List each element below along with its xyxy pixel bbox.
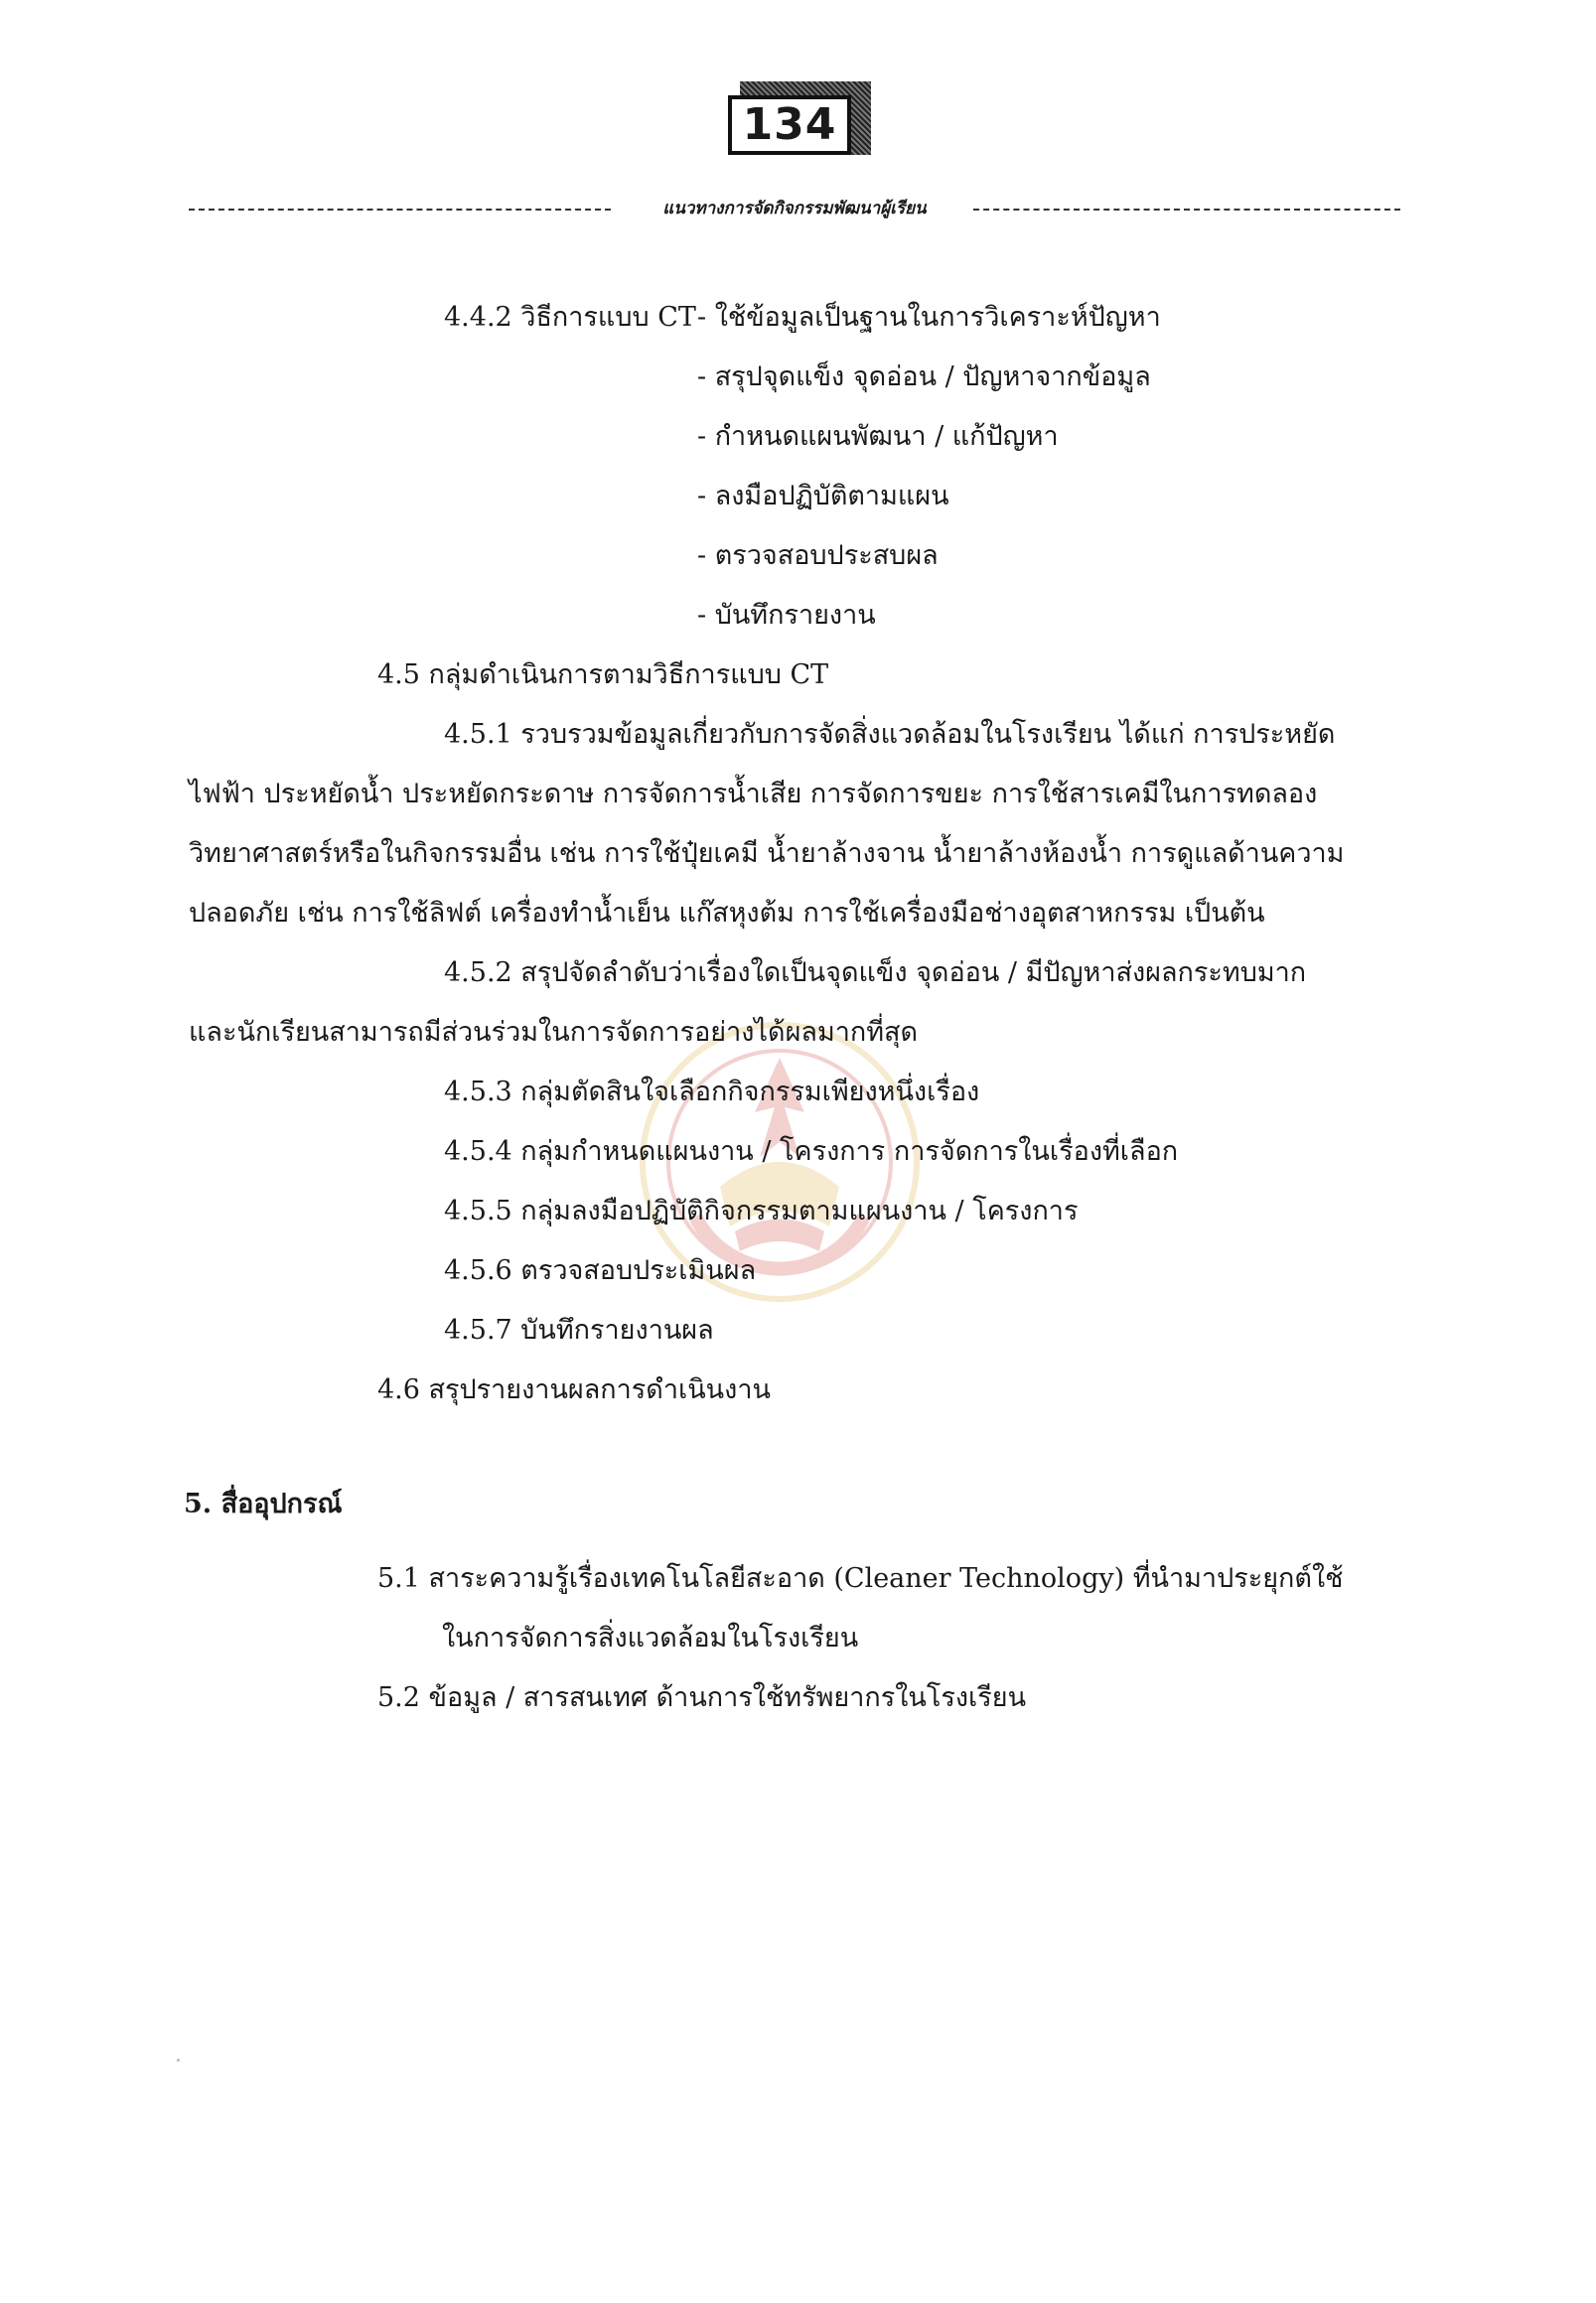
ct-step-item: - บันทึกรายงาน [697,600,876,631]
scan-speck [177,2059,180,2062]
paragraph-4-5-1-line: วิทยาศาสตร์หรือในกิจกรรมอื่น เช่น การใช้ปุ๋ยเคมี น้ำยาล้างจาน น้ำยาล้างห้องน้ำ การดูแลด้านความ [189,838,1345,869]
header-dash-left [189,209,611,211]
page-number: 134 [728,95,851,155]
paragraph-4-5-2-line: 4.5.2 สรุปจัดลำดับว่าเรื่องใดเป็นจุดแข็ง จุดอ่อน / มีปัญหาส่งผลกระทบมาก [444,957,1307,988]
subsection-4-5-6: 4.5.6 ตรวจสอบประเมินผล [444,1255,757,1286]
item-5-1-line: ในการจัดการสิ่งแวดล้อมในโรงเรียน [442,1623,859,1654]
page-number-box [728,81,877,161]
section-4-6-heading: 4.6 สรุปรายงานผลการดำเนินงาน [377,1374,771,1405]
paragraph-4-5-1-line: 4.5.1 รวบรวมข้อมูลเกี่ยวกับการจัดสิ่งแวดล้อมในโรงเรียน ได้แก่ การประหยัด [444,719,1336,750]
subsection-4-4-2-label: 4.4.2 วิธีการแบบ CT [444,302,696,333]
running-header [189,195,1400,222]
ct-step-item: - ตรวจสอบประสบผล [697,540,939,571]
subsection-4-5-4: 4.5.4 กลุ่มกำหนดแผนงาน / โครงการ การจัดการในเรื่องที่เลือก [444,1136,1179,1167]
subsection-4-5-7: 4.5.7 บันทึกรายงานผล [444,1315,714,1346]
subsection-4-5-3: 4.5.3 กลุ่มตัดสินใจเลือกกิจกรรมเพียงหนึ่งเรื่อง [444,1077,980,1107]
section-4-5-heading: 4.5 กลุ่มดำเนินการตามวิธีการแบบ CT [377,659,829,690]
ct-step-item: - กำหนดแผนพัฒนา / แก้ปัญหา [697,421,1059,452]
header-dash-right [973,209,1400,211]
paragraph-4-5-1-line: ปลอดภัย เช่น การใช้ลิฟต์ เครื่องทำน้ำเย็น แก๊สหุงต้ม การใช้เครื่องมือช่างอุตสาหกรรม เป็นต้น [189,898,1265,929]
paragraph-4-5-1-line: ไฟฟ้า ประหยัดน้ำ ประหยัดกระดาษ การจัดการน้ำเสีย การจัดการขยะ การใช้สารเคมีในการทดลอง [189,779,1318,809]
ct-step-item: - สรุปจุดแข็ง จุดอ่อน / ปัญหาจากข้อมูล [697,361,1151,392]
ct-step-item: - ลงมือปฏิบัติตามแผน [697,481,949,511]
item-5-2: 5.2 ข้อมูล / สารสนเทศ ด้านการใช้ทรัพยากรในโรงเรียน [377,1682,1027,1713]
item-5-1-line: 5.1 สาระความรู้เรื่องเทคโนโลยีสะอาด (Cleaner Technology) ที่นำมาประยุกต์ใช้ [377,1563,1344,1594]
running-title: แนวทางการจัดกิจกรรมพัฒนาผู้เรียน [662,199,927,218]
section-5-heading: 5. สื่ออุปกรณ์ [184,1489,343,1519]
paragraph-4-5-2-line: และนักเรียนสามารถมีส่วนร่วมในการจัดการอย่างได้ผลมากที่สุด [189,1017,919,1048]
subsection-4-5-5: 4.5.5 กลุ่มลงมือปฏิบัติกิจกรรมตามแผนงาน / โครงการ [444,1196,1079,1226]
ct-step-item: - ใช้ข้อมูลเป็นฐานในการวิเคราะห์ปัญหา [697,302,1161,333]
